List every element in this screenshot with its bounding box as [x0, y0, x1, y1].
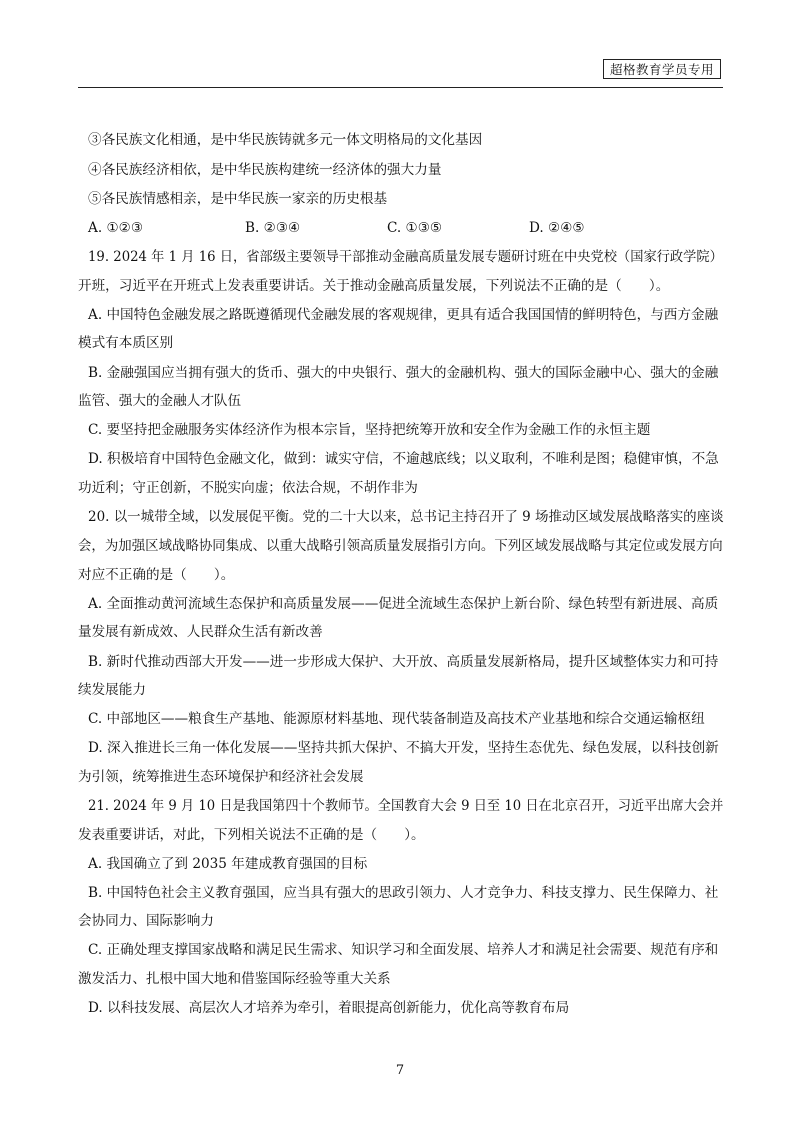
q20-stem-cont-2: 对应不正确的是（ ）。 — [78, 567, 235, 583]
statement-4: ④各民族经济相依，是中华民族构建统一经济体的强大力量 — [88, 162, 442, 178]
q19-stem: 19. 2024 年 1 月 16 日，省部级主要领导干部推动金融高质量发展专题研讨班在中央党校（国家行政学院） — [88, 249, 723, 265]
q21-option-a: A. 我国确立了到 2035 年建成教育强国的目标 — [88, 856, 368, 872]
q19-option-b-cont: 监管、强大的金融人才队伍 — [78, 393, 242, 409]
q19-option-a-cont: 模式有本质区别 — [78, 335, 174, 351]
header-rule — [78, 87, 723, 88]
q20-option-b-cont: 续发展能力 — [78, 682, 146, 698]
statement-5: ⑤各民族情感相亲，是中华民族一家亲的历史根基 — [88, 191, 388, 207]
q20-option-c: C. 中部地区——粮食生产基地、能源原材料基地、现代装备制造及高技术产业基地和综合交通运输枢纽 — [88, 711, 705, 727]
q19-stem-cont: 开班，习近平在开班式上发表重要讲话。关于推动金融高质量发展，下列说法不正确的是（ ）。 — [78, 278, 670, 294]
q21-option-c-cont: 激发活力、扎根中国大地和借鉴国际经验等重大关系 — [78, 971, 391, 987]
q20-option-a: A. 全面推动黄河流域生态保护和高质量发展——促进全流域生态保护上新台阶、绿色转型有新进展、高质 — [88, 596, 719, 612]
q21-stem: 21. 2024 年 9 月 10 日是我国第四十个教师节。全国教育大会 9 日至 10 日在北京召开，习近平出席大会并 — [88, 798, 724, 814]
q20-option-b: B. 新时代推动西部大开发——进一步形成大保护、大开放、高质量发展新格局，提升区域整体实力和可持 — [88, 654, 719, 670]
student-only-stamp: 超格教育学员专用 — [603, 59, 721, 79]
q21-stem-cont: 发表重要讲话，对此，下列相关说法不正确的是（ ）。 — [78, 827, 425, 843]
q20-option-d: D. 深入推进长三角一体化发展——坚持共抓大保护、不搞大开发，坚持生态优先、绿色发展，以科技创新 — [88, 740, 719, 756]
q18-option-a: A. ①②③ — [88, 220, 144, 236]
q18-option-d: D. ②④⑤ — [529, 220, 585, 236]
q21-option-c: C. 正确处理支撑国家战略和满足民生需求、知识学习和全面发展、培养人才和满足社会需要、规范有序和 — [88, 942, 719, 958]
q21-option-d: D. 以科技发展、高层次人才培养为牵引，着眼提高创新能力，优化高等教育布局 — [88, 1000, 570, 1016]
q20-option-a-cont: 量发展有新成效、人民群众生活有新改善 — [78, 624, 323, 640]
statement-3: ③各民族文化相通，是中华民族铸就多元一体文明格局的文化基因 — [88, 132, 483, 148]
q19-option-b: B. 金融强国应当拥有强大的货币、强大的中央银行、强大的金融机构、强大的国际金融中心、强大的金融 — [88, 365, 719, 381]
q19-option-c: C. 要坚持把金融服务实体经济作为根本宗旨，坚持把统筹开放和安全作为金融工作的永恒主题 — [88, 422, 651, 438]
q19-option-d-cont: 功近利；守正创新，不脱实向虚；依法合规，不胡作非为 — [78, 480, 418, 496]
q20-stem-cont: 会，为加强区域战略协同集成、以重大战略引领高质量发展指引方向。下列区域发展战略与其定位或发展方向 — [78, 538, 723, 554]
q19-option-a: A. 中国特色金融发展之路既遵循现代金融发展的客观规律，更具有适合我国国情的鲜明特色，与西方金融 — [88, 307, 719, 323]
q21-option-b-cont: 会协同力、国际影响力 — [78, 913, 214, 929]
q18-option-c: C. ①③⑤ — [387, 220, 443, 236]
q19-option-d: D. 积极培育中国特色金融文化，做到：诚实守信，不逾越底线；以义取利，不唯利是图；稳健审慎，不急 — [88, 451, 719, 467]
q18-option-b: B. ②③④ — [245, 220, 301, 236]
q20-stem: 20. 以一城带全域，以发展促平衡。党的二十大以来，总书记主持召开了 9 场推动区域发展战略落实的座谈 — [88, 509, 724, 525]
q21-option-b: B. 中国特色社会主义教育强国，应当具有强大的思政引领力、人才竞争力、科技支撑力、民生保障力、社 — [88, 885, 719, 901]
q20-option-d-cont: 为引领，统筹推进生态环境保护和经济社会发展 — [78, 769, 364, 785]
page-number: 7 — [395, 1063, 405, 1078]
